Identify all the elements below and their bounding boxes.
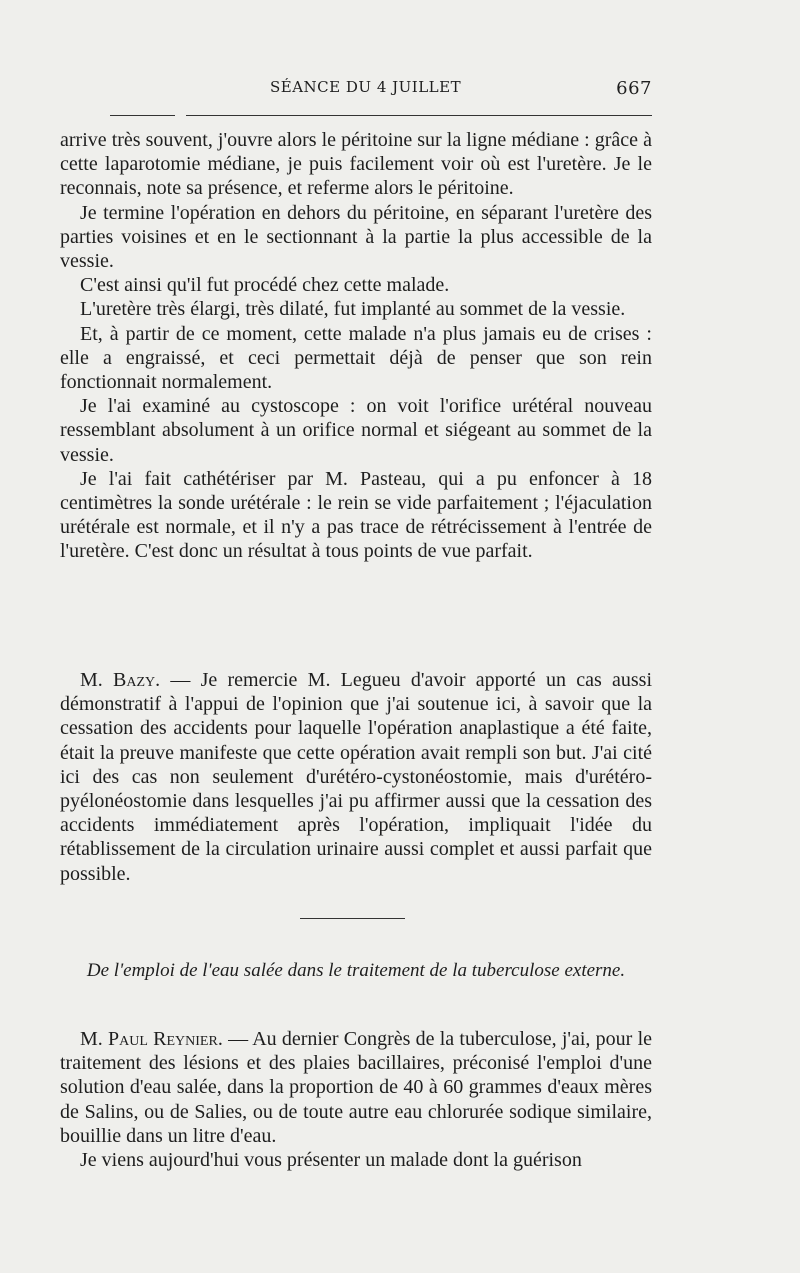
header-rule-right (186, 115, 652, 116)
reynier-communication (60, 1027, 652, 1172)
section-divider (300, 918, 405, 919)
paragraph: L'uretère très élargi, très dilaté, fut implanté au sommet de la vessie. (80, 298, 626, 321)
paragraph: Et, à partir de ce moment, cette malade n'a plus jamais eu de crises : elle a engraissé, et ceci permettait déjà de penser que son rein fonctionnait normalement. (60, 322, 652, 394)
continued-text (60, 128, 652, 564)
remark-text: — Je remercie M. Legueu d'avoir apporté un cas aussi démonstratif à l'appui de l'opinion que j'ai soutenue ici, à savoir que la cessation des accidents pour laquelle l'opération anaplastique a été faite, était la preuve manifeste que cette opération avait rempli son but. J'ai cité ici des cas non seulement d'urétéro-cystonéostomie, mais d'urétéro-pyélonéostomie dans lesquelles j'ai pu affirmer aussi que la cessation des accidents immédiatement après l'opération, impliquait l'idée du rétablissement de la circulation urinaire aussi complet et aussi parfait que possible. (60, 669, 653, 885)
paragraph: Je termine l'opération en dehors du péritoine, en séparant l'uretère des parties voisines et en le sectionnant à la partie la plus accessible de la vessie. (60, 201, 652, 273)
header-rule-left (110, 115, 175, 116)
paragraph: Je viens aujourd'hui vous présenter un malade dont la guérison (80, 1149, 582, 1172)
paragraph: arrive très souvent, j'ouvre alors le péritoine sur la ligne médiane : grâce à cette laparotomie médiane, je puis facilement voir où est l'uretère. Je le reconnais, note sa présence, et referme alors le péritoine. (60, 129, 652, 200)
paragraph: Je l'ai fait cathétériser par M. Pasteau, qui a pu enfoncer à 18 centimètres la sonde urétérale : le rein se vide parfaitement ; l'éjaculation urétérale est normale, et il n'y a pas trace de rétrécissement à l'entrée de l'uretère. C'est donc un résultat à tous points de vue parfait. (60, 467, 652, 563)
paragraph: Je l'ai examiné au cystoscope : on voit l'orifice urétéral nouveau ressemblant absolument à un orifice normal et siégeant au sommet de la vessie. (60, 395, 652, 466)
paragraph (60, 1027, 652, 1148)
page-number: 667 (616, 78, 652, 99)
bazy-remark (60, 668, 652, 886)
section-title: De l'emploi de l'eau salée dans le traitement de la tuberculose externe. (86, 960, 626, 981)
communication-text: — Au dernier Congrès de la tuberculose, j'ai, pour le traitement des lésions et des plaies bacillaires, préconisé l'emploi d'une solution d'eau salée, dans la proportion de 40 à 60 grammes d'eaux mères de Salins, ou de Salies, ou de toute autre eau chlorurée sodique similaire, bouillie dans un litre d'eau. (60, 1028, 653, 1147)
paragraph (60, 668, 652, 886)
running-title: SÉANCE DU 4 JUILLET (270, 78, 462, 96)
speaker-name: M. Bazy. (80, 669, 161, 691)
paragraph: C'est ainsi qu'il fut procédé chez cette malade. (80, 274, 450, 297)
speaker-name: M. Paul Reynier. (80, 1028, 223, 1050)
